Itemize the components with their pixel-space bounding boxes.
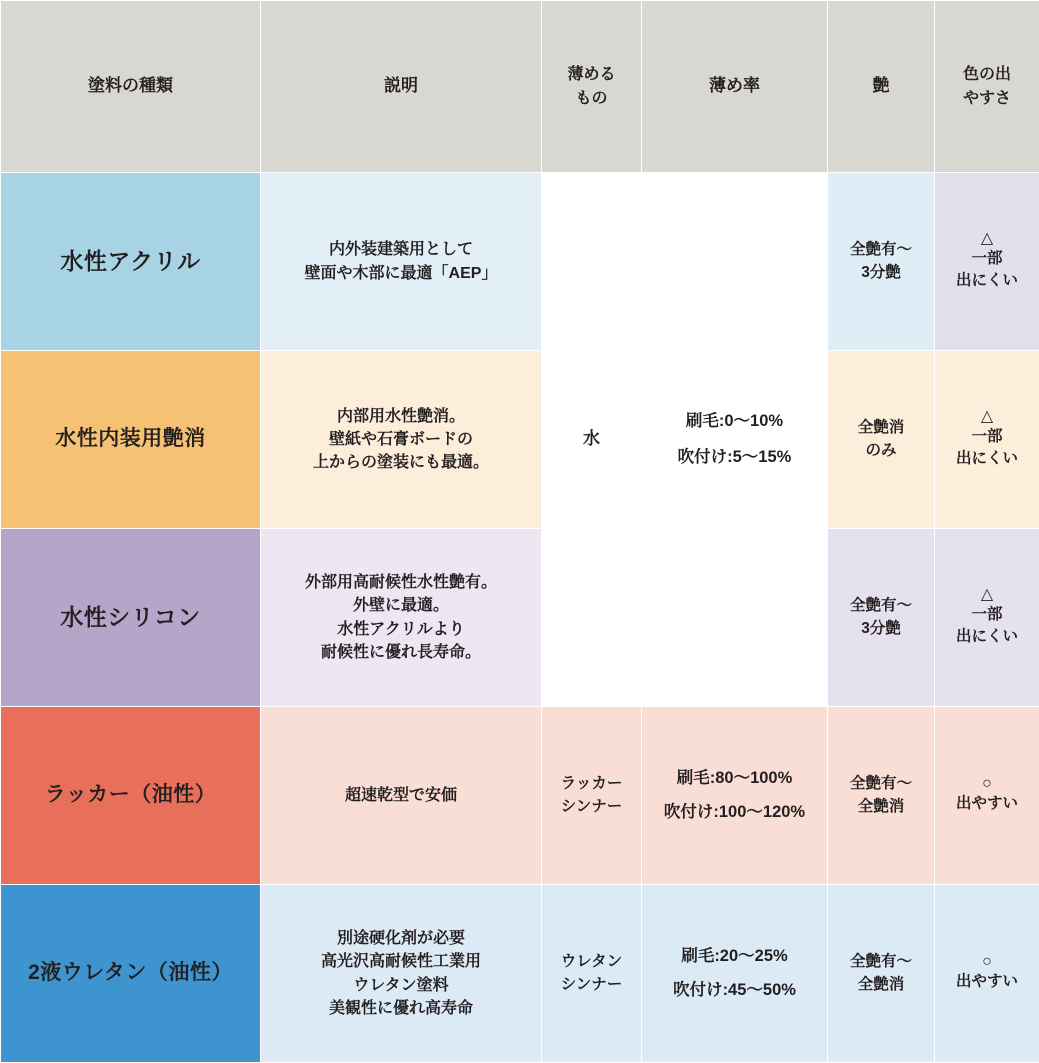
row-1-color-line-2: 出にくい [941,270,1033,292]
row-4-type-label: ラッカー（油性） [7,780,254,810]
row-2-gloss-line-2: のみ [834,440,928,462]
row-1-color-line-1: 一部 [941,248,1033,270]
row-1-desc-line-2: 壁面や木部に最適「AEP」 [267,262,535,285]
row-5-gloss-line-2: 全艶消 [834,974,928,996]
row-2-gloss [828,351,935,529]
row-4-thinner-line-2: シンナー [548,796,635,818]
row-1-color-mark: △ [941,230,1033,248]
row-5-desc-line-3: ウレタン塗料 [267,974,535,997]
header-description: 説明 [261,1,542,173]
row-3-gloss-line-1: 全艶有〜 [834,595,928,617]
header-paint-type: 塗料の種類 [1,1,261,173]
row-1-type [1,173,261,351]
row-3-gloss-line-2: 3分艶 [834,618,928,640]
header-dilution-rate: 薄め率 [642,1,828,173]
row-5-type-label: 2液ウレタン（油性） [7,958,254,988]
row-3-type-label: 水性シリコン [7,601,254,634]
row-5-description [261,885,542,1063]
row-4-gloss [828,707,935,885]
row-4-rate-line-1: 刷毛:80〜100% [648,767,821,791]
row-5-gloss-line-1: 全艶有〜 [834,951,928,973]
row-5-thinner-line-1: ウレタン [548,951,635,973]
water-rate-line-1: 刷毛:0〜10% [648,410,821,434]
table-row [1,707,1039,885]
row-5-rate-line-2: 吹付け:45〜50% [648,979,821,1003]
header-color-ease-line-2: やすさ [941,87,1033,110]
row-4-color-mark: ○ [941,775,1033,793]
row-4-rate [642,707,828,885]
row-4-thinner-line-1: ラッカー [548,773,635,795]
row-2-description [261,351,542,529]
row-5-rate-spacer [648,969,821,979]
row-5-color-ease [935,885,1039,1063]
row-4-description [261,707,542,885]
row-1-gloss-line-2: 3分艶 [834,262,928,284]
row-1-color-ease [935,173,1039,351]
row-5-thinner [542,885,642,1063]
row-2-desc-line-1: 内部用水性艶消。 [267,405,535,428]
water-thinner-label: 水 [548,427,635,452]
row-5-type [1,885,261,1063]
row-2-type [1,351,261,529]
row-4-type [1,707,261,885]
row-5-rate [642,885,828,1063]
row-5-desc-line-2: 高光沢高耐候性工業用 [267,950,535,973]
table-row [1,529,1039,707]
header-gloss: 艶 [828,1,935,173]
row-4-color-line-1: 出やすい [941,793,1033,815]
water-rate-line-2: 吹付け:5〜15% [648,446,821,470]
row-1-type-label: 水性アクリル [7,245,254,278]
row-5-desc-line-1: 別途硬化剤が必要 [267,927,535,950]
row-5-color-line-1: 出やすい [941,971,1033,993]
row-3-desc-line-1: 外部用高耐候性水性艶有。 [267,571,535,594]
row-2-color-mark: △ [941,408,1033,426]
row-2-color-line-2: 出にくい [941,448,1033,470]
row-2-type-label: 水性内装用艶消 [7,424,254,454]
row-3-desc-line-3: 水性アクリルより [267,618,535,641]
header-thinner-line-1: 薄める [548,63,635,86]
row-4-gloss-line-1: 全艶有〜 [834,773,928,795]
row-4-desc-line-1: 超速乾型で安価 [267,784,535,807]
row-4-thinner [542,707,642,885]
row-3-color-line-2: 出にくい [941,626,1033,648]
row-2-color-ease [935,351,1039,529]
header-thinner [542,1,642,173]
row-4-rate-line-2: 吹付け:100〜120% [648,801,821,825]
row-2-gloss-line-1: 全艶消 [834,417,928,439]
table-row [1,885,1039,1063]
row-3-color-ease [935,529,1039,707]
water-thinner-cell [542,173,642,707]
row-5-thinner-line-2: シンナー [548,974,635,996]
header-color-ease-line-1: 色の出 [941,63,1033,86]
row-3-gloss [828,529,935,707]
water-rate-spacer [648,434,821,446]
row-2-desc-line-2: 壁紙や石膏ボードの [267,428,535,451]
row-5-gloss [828,885,935,1063]
table-row [1,173,1039,351]
row-3-desc-line-4: 耐候性に優れ長寿命。 [267,641,535,664]
table-row [1,351,1039,529]
row-3-color-line-1: 一部 [941,604,1033,626]
row-1-desc-line-1: 内外装建築用として [267,238,535,261]
water-rate-cell [642,173,828,707]
row-5-desc-line-4: 美観性に優れ高寿命 [267,997,535,1020]
table-header-row [1,1,1039,173]
row-3-description [261,529,542,707]
row-1-gloss-line-1: 全艶有〜 [834,239,928,261]
row-1-gloss [828,173,935,351]
row-5-rate-line-1: 刷毛:20〜25% [648,945,821,969]
row-4-rate-spacer [648,791,821,801]
row-4-color-ease [935,707,1039,885]
row-3-type [1,529,261,707]
row-3-desc-line-2: 外壁に最適。 [267,594,535,617]
header-color-ease [935,1,1039,173]
row-2-color-line-1: 一部 [941,426,1033,448]
header-thinner-line-2: もの [548,87,635,110]
row-2-desc-line-3: 上からの塗装にも最適。 [267,451,535,474]
row-1-description [261,173,542,351]
row-5-color-mark: ○ [941,953,1033,971]
row-3-color-mark: △ [941,586,1033,604]
row-4-gloss-line-2: 全艶消 [834,796,928,818]
